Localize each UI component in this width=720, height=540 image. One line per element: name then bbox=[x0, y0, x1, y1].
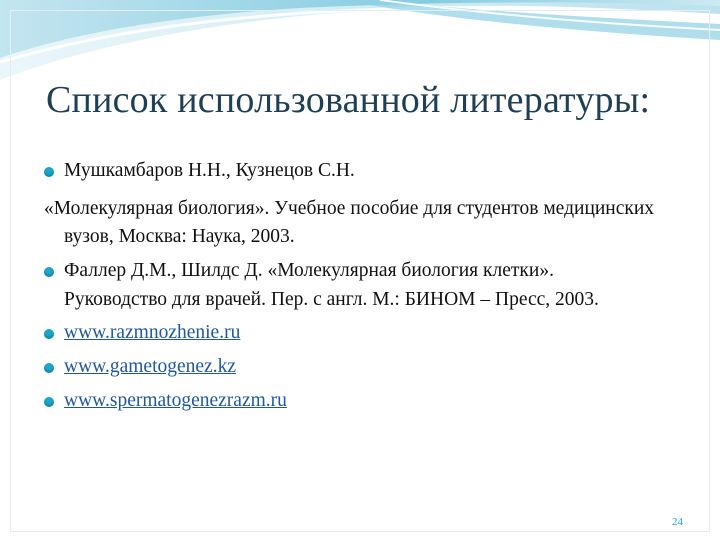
bullet-dot-icon bbox=[44, 397, 54, 407]
reference-text: Фаллер Д.М., Шилдс Д. «Молекулярная биология клетки». bbox=[64, 260, 554, 281]
bullet-dot-icon bbox=[44, 329, 54, 339]
slide-title: Список использованной литературы: bbox=[46, 79, 651, 121]
bullet-dot-icon bbox=[44, 363, 54, 373]
link-razmnozhenie[interactable]: www.razmnozhenie.ru bbox=[64, 322, 241, 343]
link-gametogenez[interactable]: www.gametogenez.kz bbox=[64, 356, 236, 377]
reference-text: вузов, Москва: Наука, 2003. bbox=[64, 226, 295, 247]
link-spermatogenezrazm[interactable]: www.spermatogenezrazm.ru bbox=[64, 390, 287, 411]
bullet-dot-icon bbox=[44, 167, 54, 177]
page-number: 24 bbox=[672, 516, 683, 528]
reference-text: Руководство для врачей. Пер. с англ. М.: БИНОМ – Пресс, 2003. bbox=[64, 289, 599, 310]
reference-authors: Мушкамбаров Н.Н., Кузнецов С.Н. bbox=[64, 160, 355, 181]
bullet-dot-icon bbox=[44, 267, 54, 277]
reference-text: «Молекулярная биология». Учебное пособие для студентов медицинских bbox=[44, 198, 655, 219]
